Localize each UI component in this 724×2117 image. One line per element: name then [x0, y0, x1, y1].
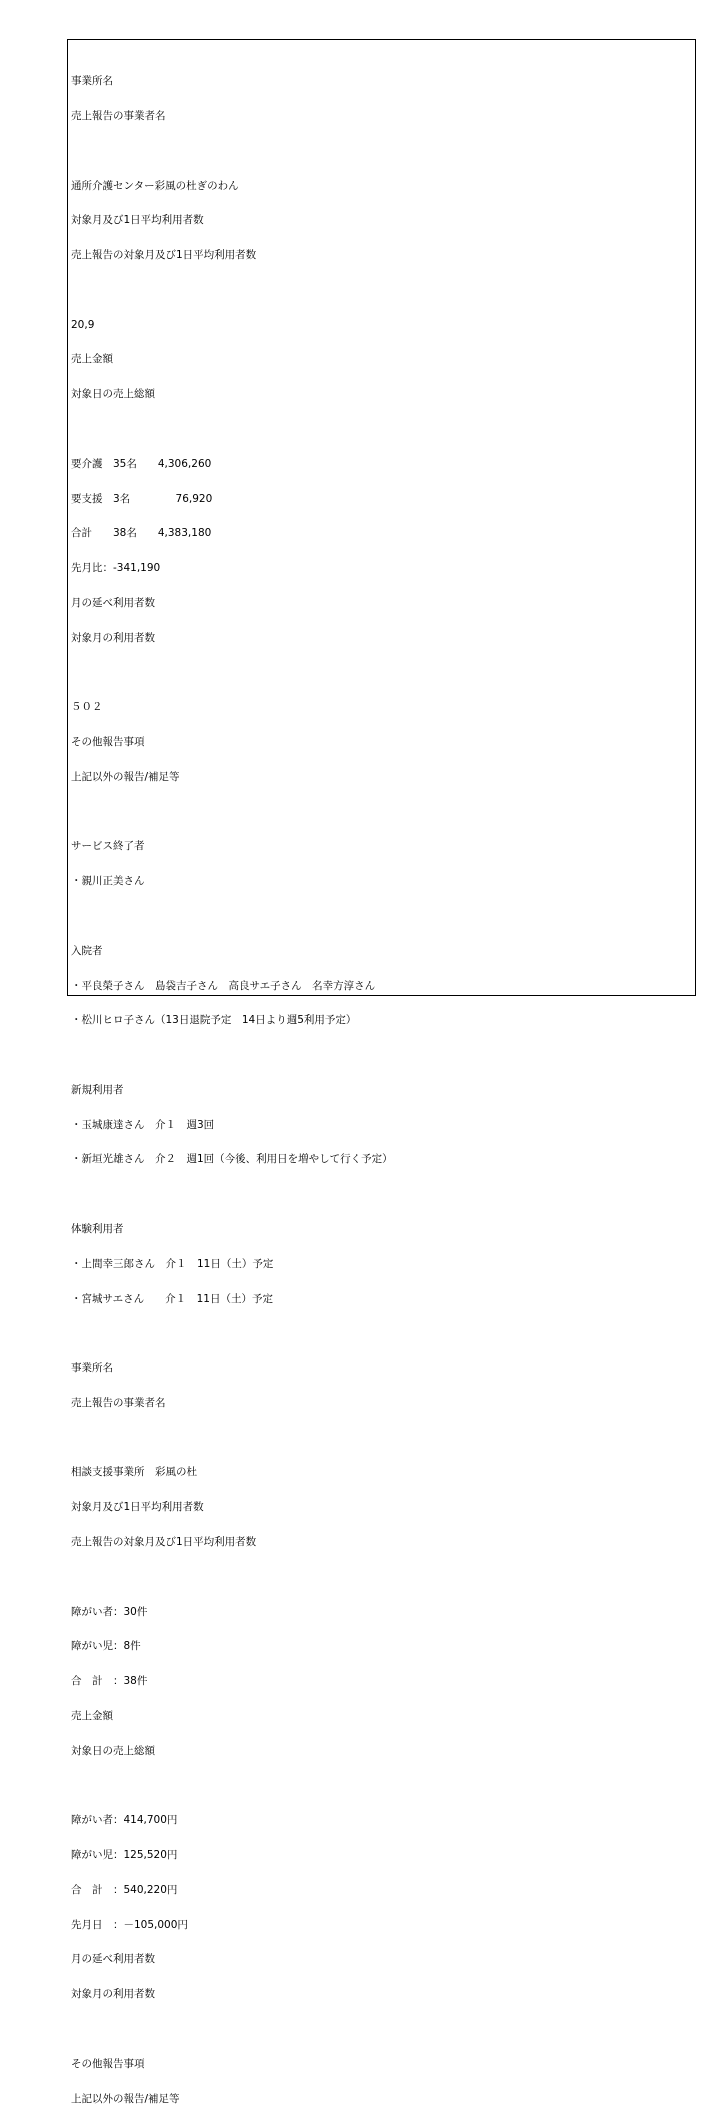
sales-row-total: 合 計 ：540,220円: [71, 1883, 178, 1896]
section-heading-service-ended: サービス終了者: [71, 840, 145, 853]
list-item: ・親川正美さん: [71, 875, 145, 888]
sales-row-support: 要支援 3名 76,920: [71, 492, 213, 505]
field-desc-total-users: 対象月の利用者数: [71, 631, 155, 644]
avg-users-value: 20,9: [71, 318, 95, 331]
list-item: ・新垣光雄さん 介２ 週1回（今後、利用日を増やして行く予定）: [71, 1153, 393, 1166]
section-heading-new-users: 新規利用者: [71, 1083, 124, 1096]
count-row-total: 合 計 ：38件: [71, 1675, 148, 1688]
document-body: [71, 53, 691, 2117]
field-desc-total-users: 対象月の利用者数: [71, 1988, 155, 2001]
section-heading-hospitalized: 入院者: [71, 944, 103, 957]
list-item: ・上間幸三郎さん 介１ 11日（土）予定: [71, 1257, 274, 1270]
spacer: [71, 1050, 691, 1062]
section-heading-trial-users: 体験利用者: [71, 1222, 124, 1235]
spacer: [71, 1433, 691, 1445]
sales-row-adults: 障がい者：414,700円: [71, 1814, 178, 1827]
sales-row-diff: 先月比：-341,190: [71, 562, 161, 575]
spacer: [71, 1780, 691, 1792]
field-label-avg-users: 対象月及び1日平均利用者数: [71, 1501, 204, 1514]
sales-row-diff: 先月日 ：－105,000円: [71, 1918, 188, 1931]
count-row-children: 障がい児：8件: [71, 1640, 141, 1653]
total-users-value: ５０２: [71, 701, 103, 714]
spacer: [71, 424, 691, 436]
office-name-value: 通所介護センター彩風の杜ぎのわん: [71, 179, 239, 192]
field-desc-avg-users: 売上報告の対象月及び1日平均利用者数: [71, 1536, 257, 1548]
field-label-other-report: その他報告事項: [71, 736, 145, 749]
spacer: [71, 1328, 691, 1340]
sales-row-children: 障がい児：125,520円: [71, 1849, 178, 1862]
sales-row-care: 要介護 35名 4,306,260: [71, 457, 212, 470]
field-label-avg-users: 対象月及び1日平均利用者数: [71, 214, 204, 227]
field-desc-sales: 対象日の売上総額: [71, 1744, 155, 1757]
spacer: [71, 2024, 691, 2036]
field-desc-other-report: 上記以外の報告/補足等: [71, 2092, 180, 2105]
list-item: ・松川ヒロ子さん（13日退院予定 14日より週5利用予定）: [71, 1014, 357, 1027]
sales-row-total: 合計 38名 4,383,180: [71, 527, 212, 540]
spacer: [71, 667, 691, 679]
spacer: [71, 285, 691, 297]
field-label-office-name: 事業所名: [71, 75, 113, 88]
list-item: ・宮城サエさん 介１ 11日（土）予定: [71, 1292, 273, 1305]
field-desc-office-name: 売上報告の事業者名: [71, 109, 166, 122]
office-name-value: 相談支援事業所 彩風の杜: [71, 1466, 197, 1479]
list-item: ・平良榮子さん 島袋吉子さん 高良サエ子さん 名幸方淳さん: [71, 979, 376, 992]
field-label-sales: 売上金額: [71, 353, 113, 366]
spacer: [71, 911, 691, 923]
spacer: [71, 1189, 691, 1201]
count-row-adults: 障がい者：30件: [71, 1605, 148, 1618]
field-desc-avg-users: 売上報告の対象月及び1日平均利用者数: [71, 249, 257, 262]
spacer: [71, 1572, 691, 1584]
field-desc-sales: 対象日の売上総額: [71, 388, 155, 401]
list-item: ・玉城康達さん 介１ 週3回: [71, 1118, 215, 1131]
field-label-other-report: その他報告事項: [71, 2057, 145, 2070]
spacer: [71, 807, 691, 819]
field-label-office-name: 事業所名: [71, 1362, 113, 1375]
field-desc-other-report: 上記以外の報告/補足等: [71, 770, 180, 783]
field-desc-office-name: 売上報告の事業者名: [71, 1396, 166, 1409]
field-label-total-users: 月の延べ利用者数: [71, 1953, 155, 1966]
field-label-sales: 売上金額: [71, 1709, 113, 1722]
spacer: [71, 146, 691, 158]
field-label-total-users: 月の延べ利用者数: [71, 596, 155, 609]
